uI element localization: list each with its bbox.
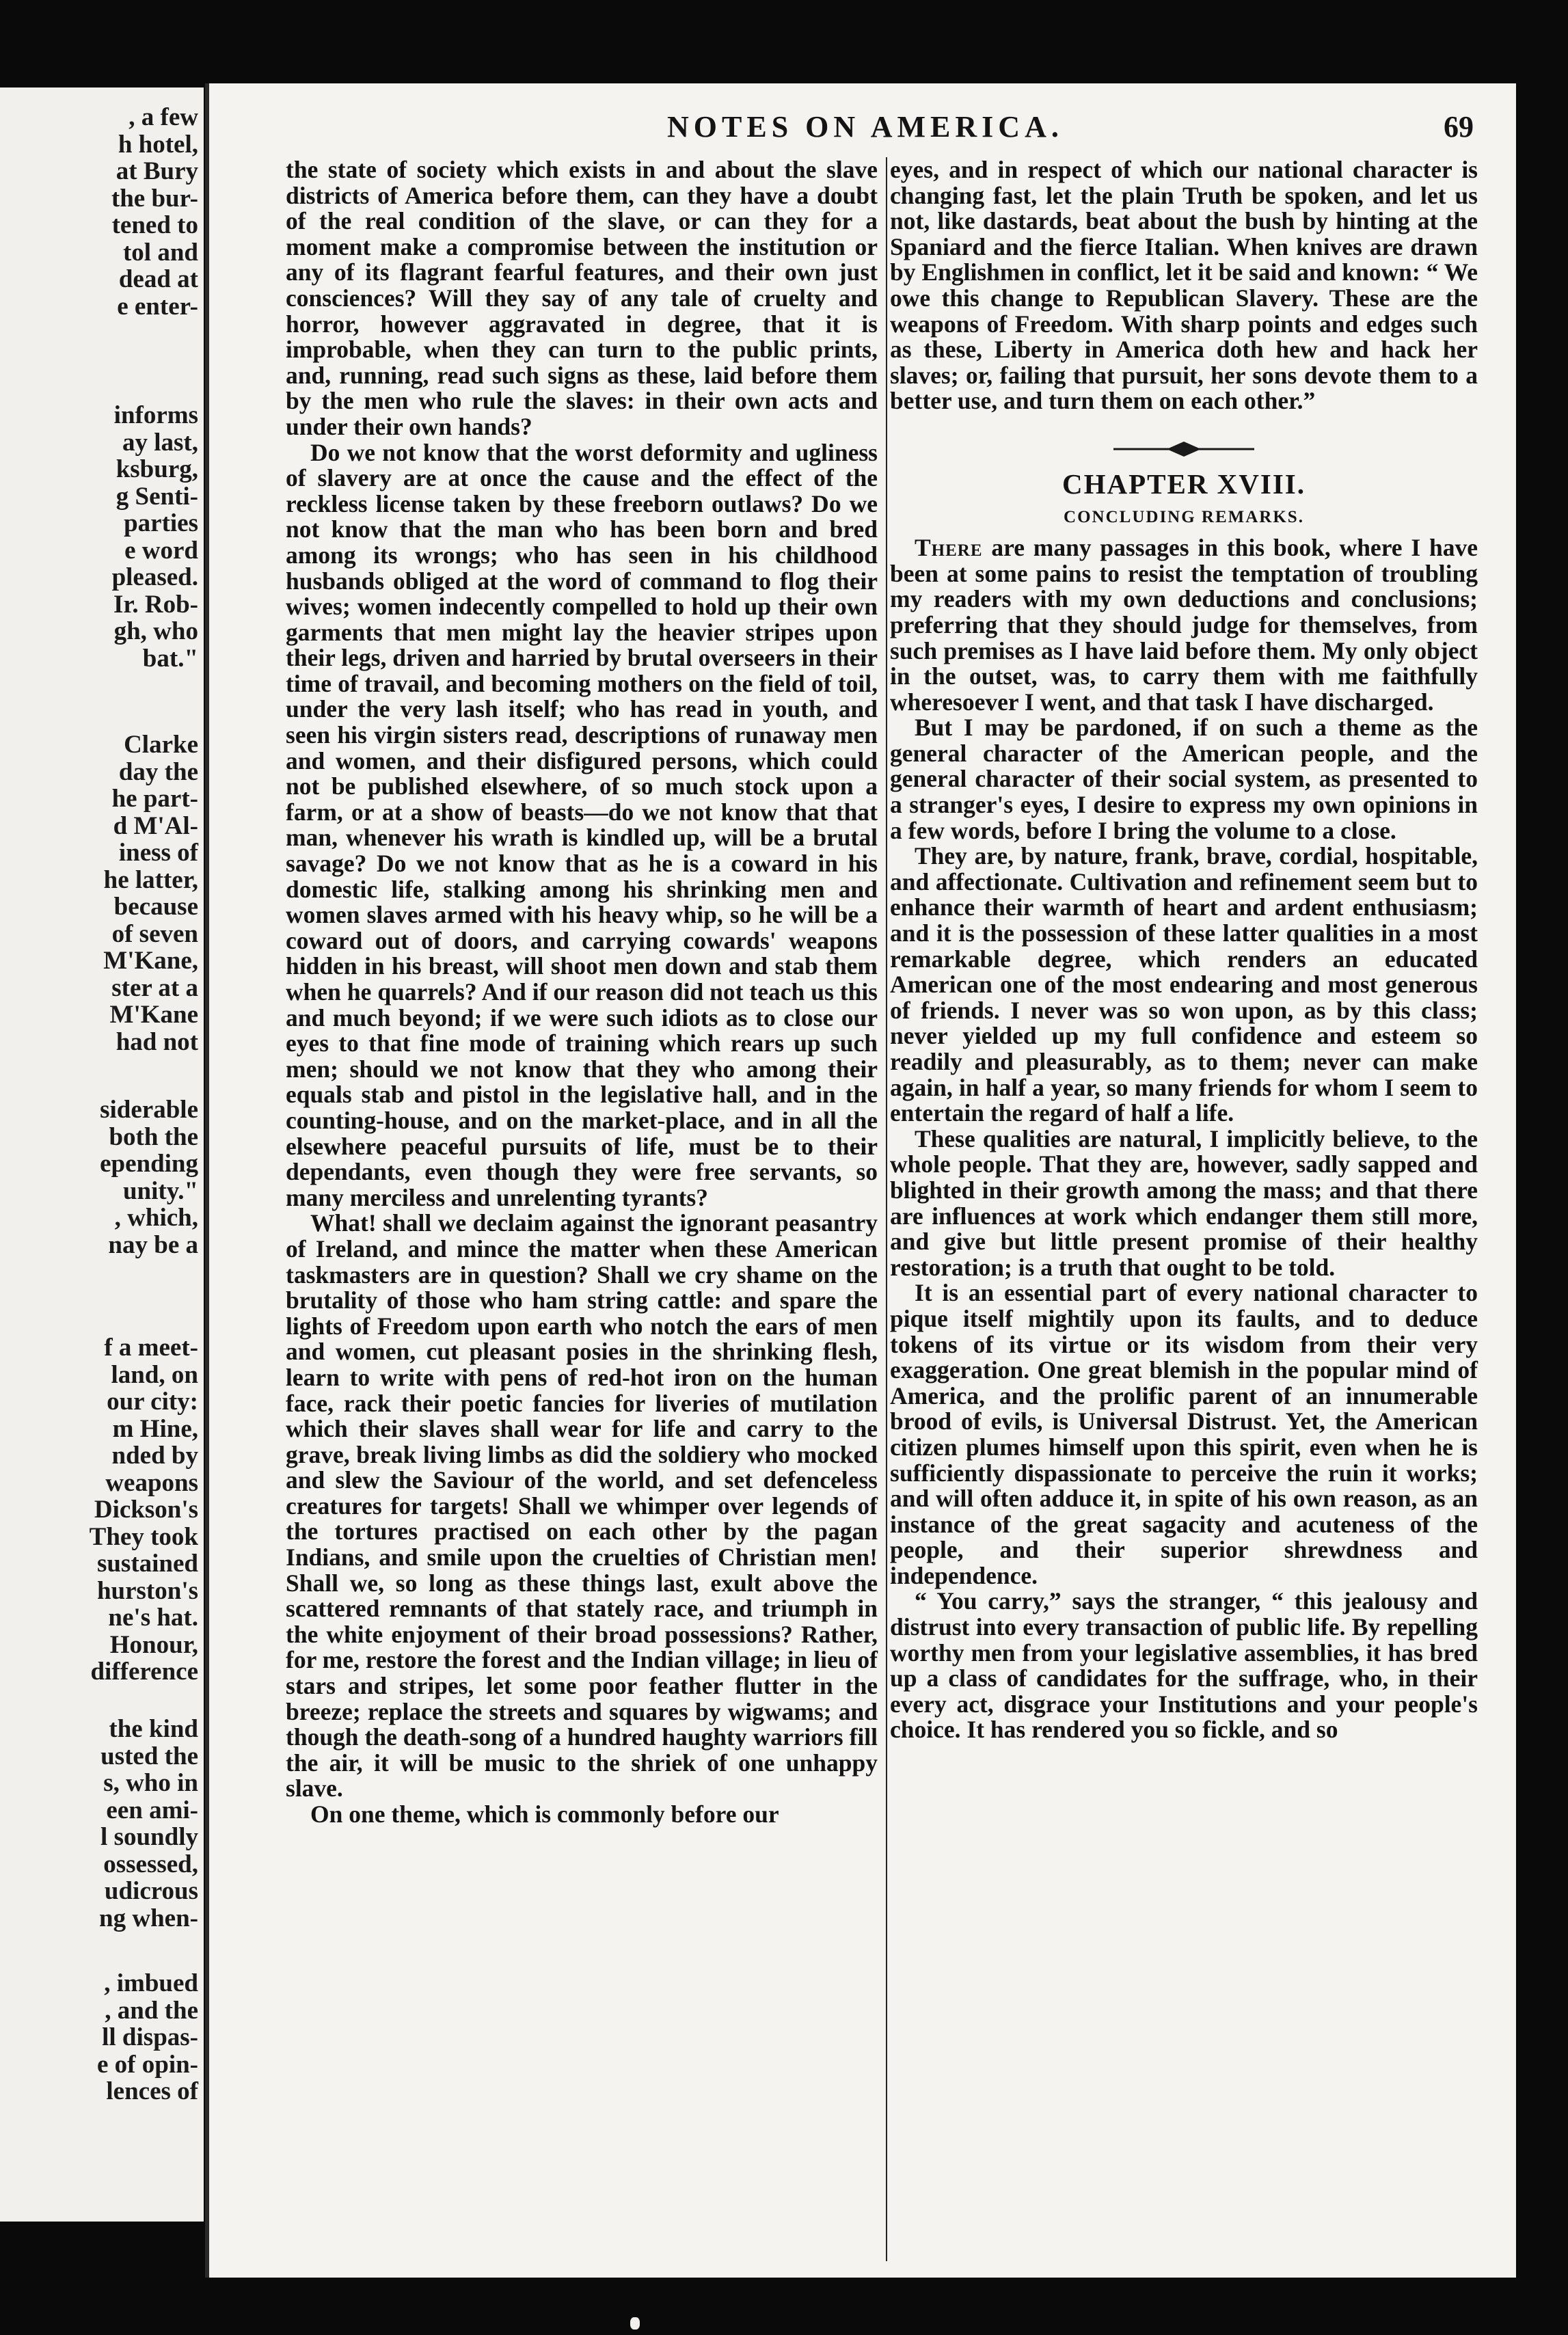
paragraph: the state of society which exists in and about the slave districts of America before them, can they have a doubt of the real condition of the slave, or can they for a moment make a compromise between the institution or any of its flagrant fearful features, and their own just consciences? Will they say of any tale of cruelty and horror, however aggravated in degree, that it is improbable, when they can turn to the public prints, and, running, read such signs as these, laid before them by the men who rule the slaves: in their own acts and under their own hands?: [286, 156, 878, 440]
facing-page-line-fragment: ng when-: [99, 1904, 198, 1932]
facing-page-line-fragment: both the: [109, 1122, 198, 1151]
facing-page-line-fragment: land, on: [111, 1360, 198, 1389]
facing-page-line-fragment: the kind: [109, 1715, 198, 1743]
right-text-column: [890, 157, 1478, 1743]
facing-page-line-fragment: ster at a: [111, 973, 198, 1002]
facing-page-line-fragment: They took: [89, 1522, 198, 1551]
facing-page-line-fragment: usted the: [100, 1742, 198, 1770]
scan-mark: [630, 2317, 640, 2330]
opening-paragraph: [890, 535, 1478, 715]
facing-page-line-fragment: l soundly: [100, 1823, 198, 1851]
facing-page-line-fragment: ossessed,: [103, 1850, 198, 1878]
facing-page-line-fragment: ne's hat.: [108, 1604, 198, 1632]
facing-page-line-fragment: nded by: [111, 1442, 198, 1470]
facing-page-line-fragment: hurston's: [96, 1576, 198, 1605]
facing-page-line-fragment: lences of: [106, 2077, 198, 2105]
facing-page-line-fragment: he part-: [111, 785, 198, 813]
facing-page-line-fragment: m Hine,: [112, 1414, 198, 1443]
facing-page-line-fragment: siderable: [100, 1096, 198, 1124]
opening-text: are many passages in this book, where I have been at some pains to resist the temptation of troubling my readers with my own deductions and conclusions; preferring that they should judge for themselves, from such premises as I have laid before them. My only object in the outset, was, to carry them with me faithfully wheresoever I went, and that task I have discharged.: [890, 534, 1478, 716]
running-head: [209, 109, 1516, 150]
facing-page-line-fragment: e enter-: [117, 292, 198, 321]
facing-page-line-fragment: pleased.: [111, 563, 198, 591]
column-rule: [886, 157, 887, 2261]
facing-page-line-fragment: iness of: [118, 839, 198, 867]
facing-page-line-fragment: he latter,: [103, 865, 198, 894]
facing-page-line-fragment: of seven: [111, 919, 198, 948]
facing-page-line-fragment: difference: [90, 1658, 198, 1686]
paragraph: Do we not know that the worst deformity and ugliness of slavery are at once the cause and the effect of the reckless license taken by these freeborn outlaws? Do we not know that the man who has been born and bred among its wrongs; who has seen in his childhood husbands obliged at the word of command to flog their wives; women indecently compelled to hold up their own garments that men might lay the heavier stripes upon their legs, driven and harried by brutal overseers in their time of travail, and becoming mothers on the field of toil, under the very lash itself; who has read in youth, and seen his virgin sisters read, descriptions of runaway men and women, and their disfigured persons, which could not be published elsewhere, of so much stock upon a farm, or at a show of beasts—do we not know that that man, whenever his wrath is kindled up, will be a brutal savage? Do we not know that as he is a coward in his domestic life, stalking among his shrinking men and women slaves armed with his heavy whip, so he will be a coward out of doors, and carrying cowards' weapons hidden in his breast, will shoot men down and stab them when he quarrels? And if our reason did not teach us this and much beyond; if we were such idiots as to close our eyes to that fine mode of training which rears up such men; should we not know that they who among their equals stab and pistol in the legislative hall, and in the counting-house, and on the market-place, and in all the elsewhere peaceful pursuits of life, must be to their dependants, even though they were free servants, so many merciless and unrelenting tyrants?: [286, 438, 878, 1211]
facing-page-line-fragment: unity.": [122, 1176, 198, 1205]
facing-page-line-fragment: ay last,: [122, 428, 198, 457]
opening-word: There: [915, 534, 983, 562]
facing-page-line-fragment: f a meet-: [104, 1334, 198, 1362]
facing-page-line-fragment: because: [113, 893, 198, 921]
facing-page-line-fragment: tol and: [122, 238, 198, 267]
facing-page-line-fragment: , a few: [129, 103, 198, 131]
paragraph: eyes, and in respect of which our national character is changing fast, let the plain Truth be spoken, and let us not, like dastards, beat about the bush by hinting at the Spaniard and the fierce Italian. When knives are drawn by Englishmen in conflict, let it be said and known: “ We owe this change to Republican Slavery. These are the weapons of Freedom. With sharp points and edges such as these, Liberty in America doth hew and hack her slaves; or, failing that pursuit, her sons devote them to a better use, and turn them on each other.”: [890, 156, 1478, 415]
facing-page-line-fragment: weapons: [105, 1468, 198, 1497]
facing-page-strip: [0, 87, 204, 2222]
paragraph: They are, by nature, frank, brave, cordial, hospitable, and affectionate. Cultivation and refinement seem but to enhance their warmth of heart and ardent enthusiasm; and it is the possession of these latter qualities in a most remarkable degree, which renders an educated American one of the most endearing and most generous of friends. I never was so won upon, as by this class; never yielded up my full confidence and esteem so readily and pleasurably, as to them; never can make again, in half a year, so many friends for whom I seem to entertain the regard of half a life.: [890, 842, 1478, 1127]
facing-page-line-fragment: nay be a: [108, 1230, 198, 1259]
facing-page-line-fragment: the bur-: [111, 184, 198, 213]
facing-page-line-fragment: parties: [124, 509, 198, 537]
chapter-title: CHAPTER XVIII.: [1062, 468, 1306, 500]
facing-page-line-fragment: ksburg,: [116, 455, 198, 483]
facing-page-line-fragment: epending: [100, 1150, 198, 1178]
paragraph: These qualities are natural, I implicitly believe, to the whole people. That they are, however, sadly sapped and blighted in their growth among the mass; and that there are influences at work which endanger them still more, and give but little present promise of their healthy restoration; is a truth that ought to be told.: [890, 1124, 1478, 1281]
page-number: 69: [1444, 110, 1474, 144]
facing-page-line-fragment: our city:: [107, 1388, 198, 1416]
facing-page-line-fragment: e of opin-: [97, 2050, 198, 2079]
facing-page-line-fragment: , imbued: [104, 1969, 198, 1997]
facing-page-line-fragment: Ir. Rob-: [113, 590, 198, 619]
facing-page-line-fragment: informs: [113, 401, 198, 429]
facing-page-line-fragment: gh, who: [113, 617, 198, 645]
facing-page-line-fragment: M'Kane: [109, 1001, 198, 1029]
facing-page-line-fragment: s, who in: [103, 1769, 198, 1797]
facing-page-line-fragment: sustained: [96, 1550, 198, 1578]
facing-page-line-fragment: dead at: [118, 265, 198, 293]
facing-page-line-fragment: d M'Al-: [113, 811, 198, 840]
facing-page-line-fragment: tened to: [111, 211, 198, 239]
facing-page-line-fragment: udicrous: [104, 1877, 198, 1905]
facing-page-line-fragment: M'Kane,: [103, 947, 198, 975]
paragraph: It is an essential part of every national character to pique itself mightily upon its faults, and to deduce tokens of its virtue or its wisdom from their very exaggeration. One great blemish in the popular mind of America, and the prolific parent of an innumerable brood of evils, is Universal Distrust. Yet, the American citizen plumes himself upon this spirit, even when he is sufficiently dispassionate to perceive the ruin it works; and will often adduce it, in spite of his own reason, as an instance of the great sagacity and acuteness of the people, and their superior shrewdness and independence.: [890, 1279, 1478, 1589]
facing-page-line-fragment: h hotel,: [118, 130, 198, 159]
facing-page-line-fragment: Honour,: [109, 1630, 198, 1659]
paragraph: What! shall we declaim against the ignorant peasantry of Ireland, and mince the matter when these American taskmasters are in question? Shall we cry shame on the brutality of those who ham string cattle: and spare the lights of Freedom upon earth who notch the ears of men and women, cut pleasant posies in the shrinking flesh, learn to write with pens of red-hot iron on the human face, rack their poetic fancies for liveries of mutilation which their slaves shall wear for life and carry to the grave, break living limbs as did the soldiery who mocked and slew the Saviour of the world, and set defenceless creatures for targets! Shall we whimper over legends of the tortures practised on each other by the pagan Indians, and smile upon the cruelties of Christian men! Shall we, so long as these things last, exult above the scattered remnants of that stately race, and triumph in the white enjoyment of their broad possessions? Rather, for me, restore the forest and the Indian village; in lieu of stars and stripes, let some poor feather flutter in the breeze; replace the streets and squares by wigwams; and though the death-song of a hundred haughty warriors fill the air, it will be music to the shriek of one unhappy slave.: [286, 1209, 878, 1803]
facing-page-line-fragment: een ami-: [106, 1796, 198, 1824]
facing-page-line-fragment: ll dispas-: [102, 2023, 198, 2051]
facing-page-line-fragment: at Bury: [116, 157, 198, 185]
left-text-column: [286, 157, 878, 1828]
facing-page-line-fragment: bat.": [142, 644, 198, 673]
paragraph: On one theme, which is commonly before our: [310, 1800, 779, 1828]
facing-page-line-fragment: Dickson's: [94, 1496, 198, 1524]
paragraph: But I may be pardoned, if on such a theme as the general character of the American people, and the general character of their social system, as presented to a stranger's eyes, I desire to express my own opinions in a few words, before I bring the volume to a close.: [890, 714, 1478, 844]
facing-page-line-fragment: e word: [124, 536, 198, 565]
facing-page-line-fragment: g Senti-: [116, 482, 198, 511]
chapter-ornament: [1113, 440, 1254, 458]
facing-page-line-fragment: , which,: [114, 1204, 198, 1232]
facing-page-line-fragment: had not: [116, 1027, 198, 1056]
facing-page-line-fragment: , and the: [105, 1996, 198, 2025]
running-title: NOTES ON AMERICA.: [667, 110, 1064, 144]
facing-page-line-fragment: Clarke: [124, 731, 198, 759]
paragraph: “ You carry,” says the stranger, “ this jealousy and distrust into every transaction of public life. By repelling worthy men from your legislative assemblies, it has bred up a class of candidates for the suffrage, who, in their every act, disgrace your Institutions and your people's choice. It has rendered you so fickle, and so: [890, 1587, 1478, 1744]
chapter-subtitle: CONCLUDING REMARKS.: [1064, 507, 1304, 526]
facing-page-line-fragment: day the: [118, 757, 198, 786]
book-page: [205, 83, 1516, 2278]
